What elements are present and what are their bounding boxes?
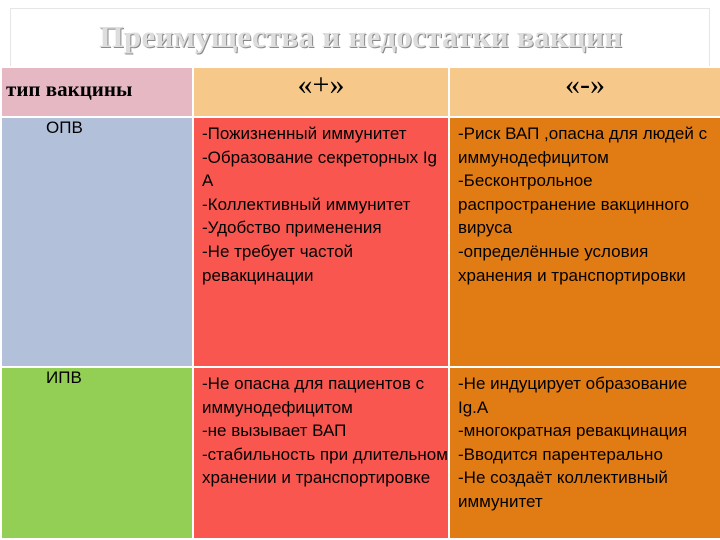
header-row (1, 67, 720, 117)
header-type-cell: тип вакцины (1, 67, 193, 117)
cons-cell-opv (449, 117, 720, 367)
table-row-ipv (1, 367, 720, 539)
type-cell-opv (1, 117, 193, 367)
type-label-ipv: ИПВ (46, 368, 82, 387)
table-row-opv (1, 117, 720, 367)
header-plus-cell: «+» (193, 67, 449, 117)
vaccine-comparison-table (0, 66, 720, 540)
cons-cell-ipv (449, 367, 720, 539)
pros-text-ipv: -Не опасна для пациентов с иммунодефицитом -не вызывает ВАП -стабильность при длительном хранении и транспортировке (202, 374, 448, 488)
title-box (10, 8, 710, 66)
type-cell-ipv (1, 367, 193, 539)
slide-title: Преимущества и недостатки вакцин (99, 19, 623, 54)
cons-text-ipv: -Не индуцирует образование Ig.A -многократная ревакцинация -Вводится парентерально -Не создаёт коллективный иммунитет (458, 374, 688, 511)
pros-cell-opv (193, 117, 449, 367)
cons-text-opv: -Риск ВАП ,опасна для людей с иммунодефицитом -Бесконтрольное распространение вакцинного вируса -определённые условия хранения и транспортировки (458, 124, 708, 285)
type-label-opv: ОПВ (46, 118, 83, 137)
header-minus-cell: «-» (449, 67, 720, 117)
pros-text-opv: -Пожизненный иммунитет -Образование секреторных Ig A -Коллективный иммунитет -Удобство применения -Не требует частой ревакцинации (202, 124, 438, 285)
pros-cell-ipv (193, 367, 449, 539)
